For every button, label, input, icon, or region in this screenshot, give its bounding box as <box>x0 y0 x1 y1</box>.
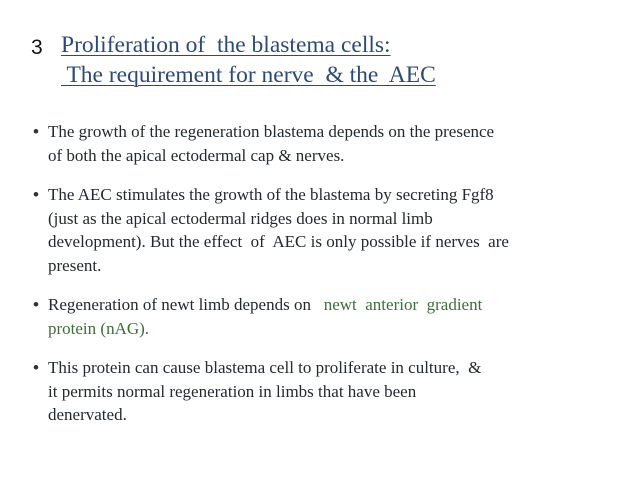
bullet-text-line <box>48 293 622 317</box>
bullet-list <box>32 120 622 427</box>
bullet-text-line: (just as the apical ectodermal ridges does in normal limb <box>48 208 433 228</box>
bullet-text-line: This protein can cause blastema cell to proliferate in culture, & <box>48 358 482 377</box>
slide-title <box>61 30 436 90</box>
bullet-dot-icon: • <box>33 122 39 141</box>
bullet-item-nag <box>32 293 622 340</box>
bullet-text-line: denervated. <box>48 405 127 424</box>
bullet-text-line: development). But the effect of AEC is only possible if nerves are <box>48 232 509 251</box>
bullet-item-aec <box>32 183 622 277</box>
bullet-dot-icon: • <box>33 185 39 204</box>
bullet-text-prefix: Regeneration of newt limb depends on <box>48 295 324 314</box>
bullet-dot-icon: • <box>33 358 39 377</box>
bullet-text-line: present. <box>48 255 102 275</box>
slide-number: 3 <box>31 36 43 59</box>
bullet-text-line: The AEC stimulates the growth of the blastema by secreting Fgf8 <box>48 185 494 204</box>
bullet-dot-icon: • <box>33 295 39 314</box>
bullet-item-growth <box>32 120 622 167</box>
bullet-text-line: of both the apical ectodermal cap & nerves. <box>48 145 345 165</box>
title-line-1: Proliferation of the blastema cells: <box>61 32 391 58</box>
highlighted-term: newt anterior gradient <box>323 295 483 314</box>
highlighted-term: protein (nAG). <box>48 318 150 338</box>
bullet-item-protein <box>32 356 622 427</box>
title-line-2: The requirement for nerve & the AEC <box>61 62 436 88</box>
bullet-text-line: it permits normal regeneration in limbs that have been <box>48 381 417 401</box>
bullet-text-line: The growth of the regeneration blastema depends on the presence <box>48 122 495 141</box>
